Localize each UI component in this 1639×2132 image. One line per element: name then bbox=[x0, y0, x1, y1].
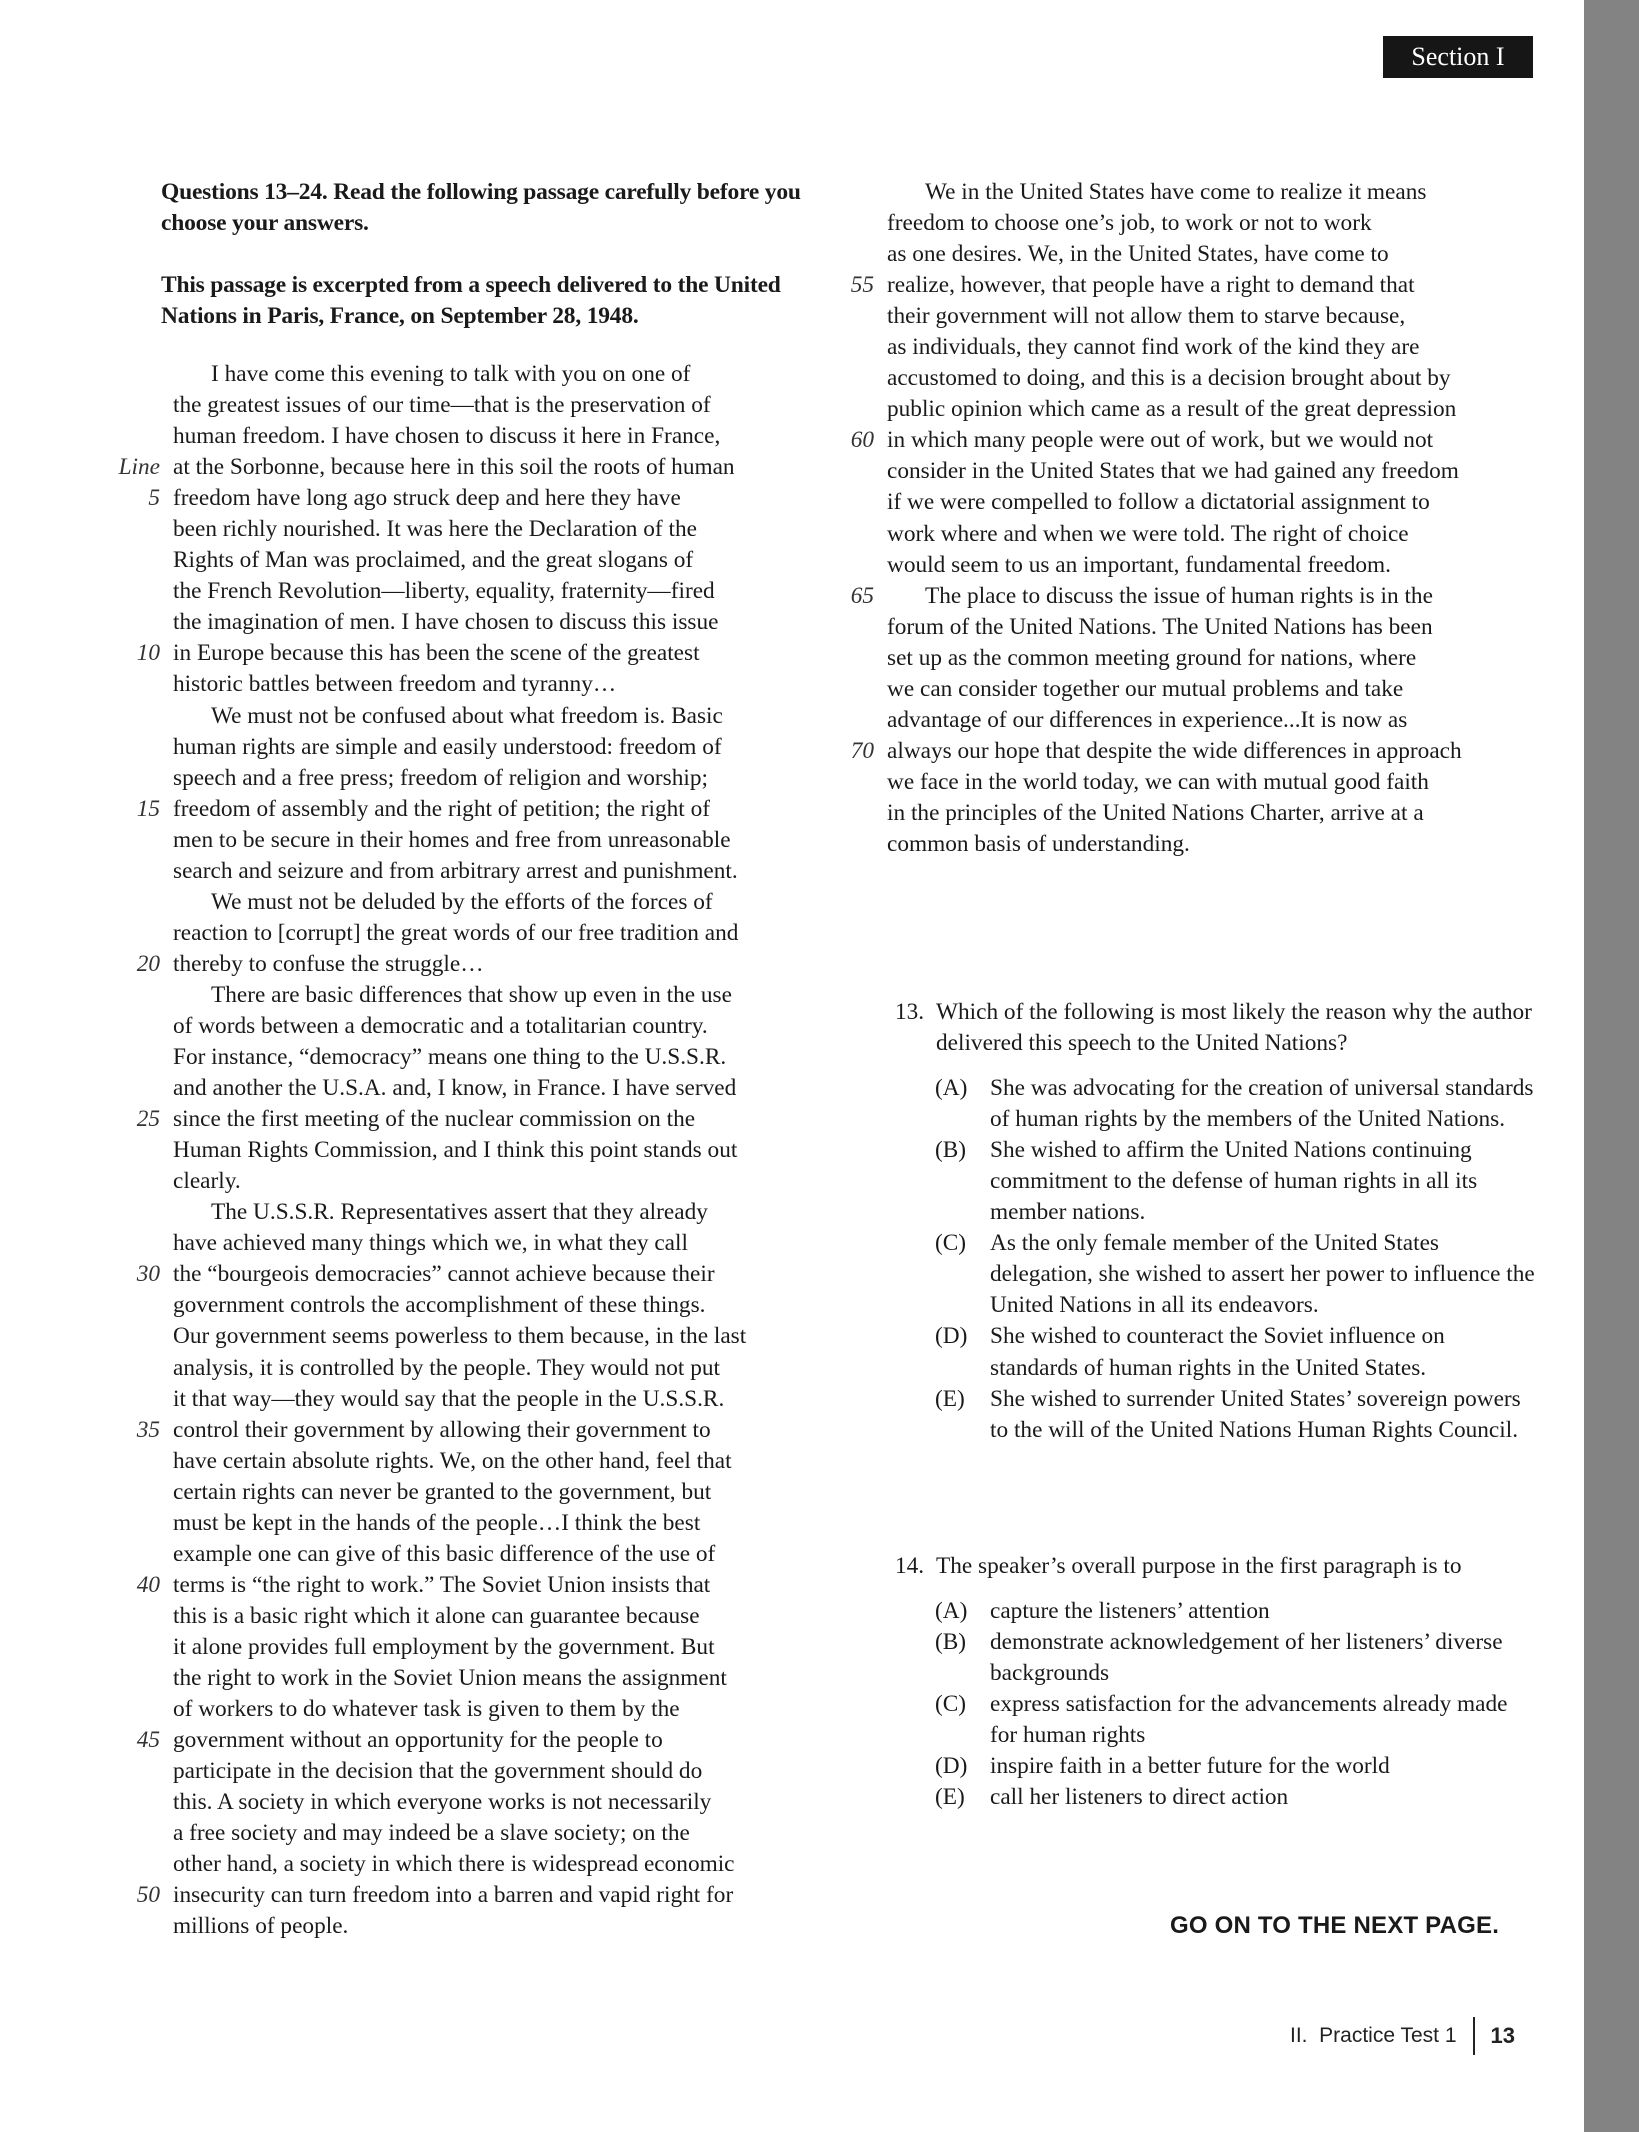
line-number: 5 bbox=[148, 485, 160, 512]
choice-text: She wished to counteract the Soviet influence on standards of human rights in the United States. bbox=[990, 1323, 1445, 1381]
answer-choice-b[interactable] bbox=[895, 1627, 1535, 1689]
choice-text: She wished to surrender United States’ sovereign powers to the will of the United Nations Human Rights Council. bbox=[990, 1385, 1521, 1443]
choice-text: She was advocating for the creation of universal standards of human rights by the members of the United Nations. bbox=[990, 1075, 1534, 1133]
line-text: it that way—they would say that the people in the U.S.S.R. bbox=[173, 1385, 725, 1412]
passage-source: This passage is excerpted from a speech delivered to the United Nations in Paris, France, on September 28, 1948. bbox=[161, 272, 781, 329]
line-text: certain rights can never be granted to the government, but bbox=[173, 1478, 712, 1505]
page-number: 13 bbox=[1490, 2023, 1515, 2048]
line-text: as individuals, they cannot find work of the kind they are bbox=[887, 334, 1420, 361]
line-text: other hand, a society in which there is widespread economic bbox=[173, 1851, 735, 1878]
line-text: reaction to [corrupt] the great words of our free tradition and bbox=[173, 919, 739, 946]
answer-choice-c[interactable] bbox=[895, 1689, 1535, 1751]
line-text: this. A society in which everyone works is not necessarily bbox=[173, 1789, 712, 1816]
page-footer bbox=[1290, 2016, 1515, 2056]
line-text: of words between a democratic and a totalitarian country. bbox=[173, 1012, 708, 1039]
line-text: forum of the United Nations. The United Nations has been bbox=[887, 613, 1433, 640]
line-text: their government will not allow them to starve because, bbox=[887, 303, 1406, 330]
question-stem bbox=[895, 1551, 1535, 1582]
line-text: been richly nourished. It was here the Declaration of the bbox=[173, 516, 697, 543]
line-text: would seem to us an important, fundamental freedom. bbox=[887, 551, 1391, 578]
line-text: freedom to choose one’s job, to work or not to work bbox=[887, 210, 1372, 237]
choice-label: (B) bbox=[935, 1137, 967, 1164]
go-on-notice: GO ON TO THE NEXT PAGE. bbox=[1170, 1912, 1500, 1939]
line-text: I have come this evening to talk with you on one of bbox=[211, 361, 691, 387]
line-text: in the principles of the United Nations Charter, arrive at a bbox=[887, 799, 1424, 826]
footer-section-label: II. Practice Test 1 bbox=[1290, 2024, 1457, 2047]
line-text: this is a basic right which it alone can guarantee because bbox=[173, 1602, 700, 1629]
choice-label: (B) bbox=[935, 1629, 967, 1656]
question-number: 13. bbox=[895, 999, 925, 1025]
line-number: 60 bbox=[850, 427, 874, 454]
line-text: speech and a free press; freedom of religion and worship; bbox=[173, 764, 708, 791]
choice-label: (A) bbox=[935, 1598, 968, 1625]
line-text: We must not be deluded by the efforts of the forces of bbox=[211, 888, 713, 915]
choice-label: (D) bbox=[935, 1323, 968, 1350]
line-number: 35 bbox=[136, 1416, 160, 1443]
line-text: public opinion which came as a result of the great depression bbox=[887, 396, 1457, 423]
line-number: 50 bbox=[136, 1882, 160, 1909]
line-text: common basis of understanding. bbox=[887, 830, 1190, 857]
line-text: must be kept in the hands of the people…I think the best bbox=[173, 1509, 701, 1536]
line-text: the imagination of men. I have chosen to discuss this issue bbox=[173, 609, 719, 636]
line-number: 30 bbox=[136, 1261, 160, 1288]
question-14 bbox=[895, 1551, 1535, 1813]
choice-text: She wished to affirm the United Nations continuing commitment to the defense of human rights in all its member nations. bbox=[990, 1137, 1478, 1226]
line-text: search and seizure and from arbitrary arrest and punishment. bbox=[173, 857, 738, 884]
line-text: government controls the accomplishment of these things. bbox=[173, 1292, 706, 1319]
line-number: 25 bbox=[136, 1106, 160, 1133]
line-text: realize, however, that people have a right to demand that bbox=[887, 272, 1415, 299]
line-number: 10 bbox=[136, 640, 160, 667]
line-text: the “bourgeois democracies” cannot achieve because their bbox=[173, 1261, 715, 1288]
choice-label: (C) bbox=[935, 1691, 967, 1718]
question-text: Which of the following is most likely the reason why the author delivered this speech to the United Nations? bbox=[936, 999, 1532, 1057]
line-text: since the first meeting of the nuclear commission on the bbox=[173, 1106, 696, 1133]
line-text: set up as the common meeting ground for nations, where bbox=[887, 644, 1417, 671]
line-text: millions of people. bbox=[173, 1913, 349, 1940]
line-text: work where and when we were told. The right of choice bbox=[887, 520, 1409, 547]
answer-choice-d[interactable] bbox=[895, 1751, 1535, 1782]
line-number: 55 bbox=[850, 272, 874, 299]
question-13 bbox=[895, 997, 1535, 1446]
line-text: thereby to confuse the struggle… bbox=[173, 950, 484, 977]
choice-text: call her listeners to direct action bbox=[990, 1784, 1289, 1811]
answer-choice-c[interactable] bbox=[895, 1228, 1535, 1321]
line-text: have achieved many things which we, in what they call bbox=[173, 1230, 688, 1257]
answer-choice-b[interactable] bbox=[895, 1135, 1535, 1228]
line-text: For instance, “democracy” means one thing to the U.S.S.R. bbox=[173, 1044, 727, 1071]
answer-choice-a[interactable] bbox=[895, 1073, 1535, 1135]
line-text: the right to work in the Soviet Union means the assignment bbox=[173, 1664, 727, 1691]
line-text: participate in the decision that the government should do bbox=[173, 1758, 703, 1785]
line-text: accustomed to doing, and this is a decision brought about by bbox=[887, 365, 1451, 392]
line-text: have certain absolute rights. We, on the other hand, feel that bbox=[173, 1447, 732, 1474]
line-text: insecurity can turn freedom into a barren and vapid right for bbox=[173, 1882, 734, 1909]
line-text: We must not be confused about what freedom is. Basic bbox=[211, 702, 723, 729]
line-text: it alone provides full employment by the government. But bbox=[173, 1633, 715, 1660]
line-text: always our hope that despite the wide differences in approach bbox=[887, 737, 1462, 764]
line-text: Our government seems powerless to them because, in the last bbox=[173, 1323, 747, 1350]
question-number: 14. bbox=[895, 1553, 925, 1579]
choice-label: (C) bbox=[935, 1230, 967, 1257]
line-text: Human Rights Commission, and I think this point stands out bbox=[173, 1137, 738, 1164]
choice-text: As the only female member of the United States delegation, she wished to assert her power to influence the United Nations in all its endeavors. bbox=[990, 1230, 1535, 1319]
line-text: in which many people were out of work, but we would not bbox=[887, 427, 1434, 454]
line-number: 65 bbox=[850, 582, 874, 609]
choice-text: demonstrate acknowledgement of her listeners’ diverse backgrounds bbox=[990, 1629, 1503, 1687]
line-number: Line bbox=[118, 454, 160, 481]
line-number: 45 bbox=[136, 1727, 160, 1754]
section-tab-label: Section I bbox=[1411, 42, 1505, 71]
line-text: in Europe because this has been the scene of the greatest bbox=[173, 640, 700, 667]
line-text: the French Revolution—liberty, equality, fraternity—fired bbox=[173, 578, 715, 605]
section-tab bbox=[1383, 36, 1533, 78]
line-text: men to be secure in their homes and free from unreasonable bbox=[173, 826, 731, 853]
line-text: consider in the United States that we had gained any freedom bbox=[887, 458, 1459, 485]
answer-choices bbox=[895, 1596, 1535, 1813]
question-stem bbox=[895, 997, 1535, 1059]
answer-choice-a[interactable] bbox=[895, 1596, 1535, 1627]
line-number: 20 bbox=[136, 950, 160, 977]
instructions: Questions 13–24. Read the following passage carefully before you choose your answers. bbox=[161, 179, 801, 236]
line-text: at the Sorbonne, because here in this soil the roots of human bbox=[173, 454, 735, 481]
line-text: a free society and may indeed be a slave society; on the bbox=[173, 1820, 690, 1847]
line-text: analysis, it is controlled by the people. They would not put bbox=[173, 1354, 720, 1381]
choice-label: (E) bbox=[935, 1784, 965, 1811]
question-text: The speaker’s overall purpose in the first paragraph is to bbox=[936, 1553, 1462, 1579]
line-text: The U.S.S.R. Representatives assert that they already bbox=[211, 1199, 708, 1226]
choice-label: (A) bbox=[935, 1075, 968, 1102]
choice-text: inspire faith in a better future for the world bbox=[990, 1753, 1390, 1780]
line-text: example one can give of this basic difference of the use of bbox=[173, 1540, 716, 1567]
line-text: Rights of Man was proclaimed, and the great slogans of bbox=[173, 547, 694, 574]
line-text: the greatest issues of our time—that is the preservation of bbox=[173, 392, 711, 419]
footer-divider bbox=[1473, 2017, 1475, 2055]
line-text: freedom of assembly and the right of petition; the right of bbox=[173, 795, 710, 822]
line-text: human freedom. I have chosen to discuss it here in France, bbox=[173, 423, 721, 450]
line-text: freedom have long ago struck deep and here they have bbox=[173, 485, 681, 512]
line-text: of workers to do whatever task is given to them by the bbox=[173, 1696, 680, 1723]
line-text: advantage of our differences in experience...It is now as bbox=[887, 706, 1408, 733]
answer-choice-e[interactable] bbox=[895, 1384, 1535, 1446]
line-text: as one desires. We, in the United States, have come to bbox=[887, 241, 1389, 268]
page-edge-bar bbox=[1584, 0, 1639, 2132]
answer-choice-d[interactable] bbox=[895, 1321, 1535, 1383]
line-number: 15 bbox=[136, 795, 160, 822]
line-number: 40 bbox=[136, 1571, 160, 1598]
line-text: terms is “the right to work.” The Soviet Union insists that bbox=[173, 1571, 711, 1598]
line-text: historic battles between freedom and tyranny… bbox=[173, 671, 617, 698]
line-text: we can consider together our mutual problems and take bbox=[887, 675, 1404, 702]
line-text: human rights are simple and easily understood: freedom of bbox=[173, 733, 722, 760]
line-text: and another the U.S.A. and, I know, in France. I have served bbox=[173, 1075, 737, 1102]
choice-label: (D) bbox=[935, 1753, 968, 1780]
line-text: There are basic differences that show up even in the use bbox=[211, 981, 732, 1008]
line-text: clearly. bbox=[173, 1168, 241, 1195]
line-text: if we were compelled to follow a dictatorial assignment to bbox=[887, 489, 1430, 516]
answer-choice-e[interactable] bbox=[895, 1782, 1535, 1813]
line-text: government without an opportunity for the people to bbox=[173, 1727, 663, 1754]
line-text: The place to discuss the issue of human rights is in the bbox=[925, 582, 1433, 609]
line-number: 70 bbox=[850, 737, 874, 764]
line-text: We in the United States have come to realize it means bbox=[925, 179, 1427, 205]
choice-text: express satisfaction for the advancements already made for human rights bbox=[990, 1691, 1508, 1749]
choice-label: (E) bbox=[935, 1385, 965, 1412]
answer-choices bbox=[895, 1073, 1535, 1446]
line-text: we face in the world today, we can with mutual good faith bbox=[887, 768, 1429, 795]
choice-text: capture the listeners’ attention bbox=[990, 1598, 1270, 1625]
line-text: control their government by allowing their government to bbox=[173, 1416, 711, 1443]
